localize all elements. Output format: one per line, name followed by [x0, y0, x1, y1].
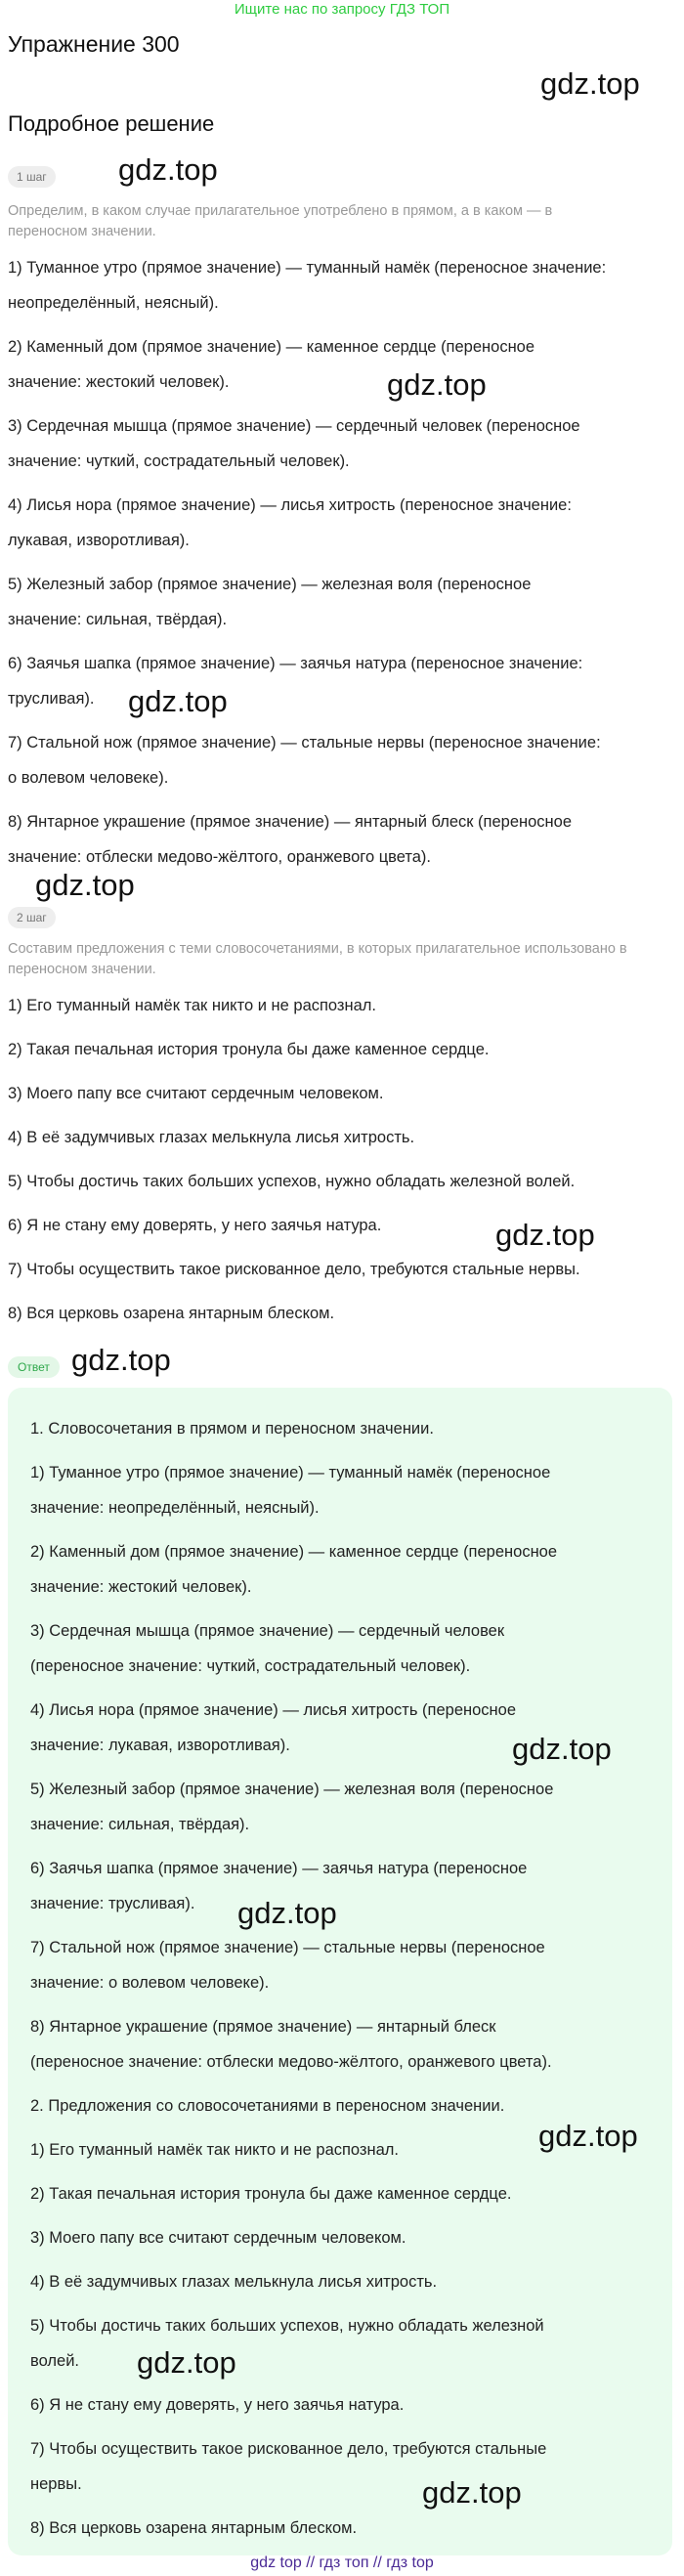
answer-line: 4) Лисья нора (прямое значение) — лисья хитрость (переносное [30, 1701, 516, 1719]
step-2-line: 5) Чтобы достичь таких больших успехов, нужно обладать железной волей. [8, 1173, 576, 1190]
step-1-line: лукавая, изворотливая). [8, 532, 190, 549]
top-banner[interactable]: Ищите нас по запросу ГДЗ ТОП [234, 1, 450, 18]
step-1-line: 6) Заячья шапка (прямое значение) — заячья натура (переносное значение: [8, 655, 583, 672]
step-1-line: значение: чуткий, сострадательный человек). [8, 452, 350, 470]
watermark: gdz.top [422, 2475, 522, 2510]
answer-line: 7) Чтобы осуществить такое рискованное дело, требуются стальные [30, 2440, 547, 2458]
answer-line: 1) Туманное утро (прямое значение) — туманный намёк (переносное [30, 1464, 551, 1481]
step-1-line: трусливая). [8, 690, 95, 708]
step-2-line: 3) Моего папу все считают сердечным человеком. [8, 1085, 384, 1102]
answer-line: 1. Словосочетания в прямом и переносном значении. [30, 1420, 434, 1438]
step-1-line: 8) Янтарное украшение (прямое значение) — янтарный блеск (переносное [8, 813, 573, 831]
solution-title: Подробное решение [8, 111, 215, 136]
answer-line: волей. [30, 2352, 79, 2370]
step-2-line: 4) В её задумчивых глазах мелькнула лисья хитрость. [8, 1129, 415, 1146]
watermark: gdz.top [540, 66, 640, 101]
step-1-line: значение: сильная, твёрдая). [8, 611, 228, 628]
watermark: gdz.top [35, 868, 135, 902]
answer-line: 7) Стальной нож (прямое значение) — стальные нервы (переносное [30, 1939, 545, 1956]
step-2-intro: Составим предложения с теми словосочетаниями, в которых прилагательное использовано в переносном значении. [8, 941, 627, 977]
answer-line: нервы. [30, 2475, 82, 2493]
answer-line: значение: неопределённый, неясный). [30, 1499, 320, 1517]
answer-line: 6) Я не стану ему доверять, у него заячья натура. [30, 2396, 405, 2414]
answer-line: 4) В её задумчивых глазах мелькнула лисья хитрость. [30, 2273, 438, 2291]
step-2-line: 1) Его туманный намёк так никто и не распознал. [8, 997, 376, 1014]
watermark: gdz.top [512, 1732, 612, 1766]
step-1-line: о волевом человеке). [8, 769, 169, 787]
watermark: gdz.top [237, 1896, 337, 1930]
step-2-line: 2) Такая печальная история тронула бы даже каменное сердце. [8, 1041, 490, 1058]
answer-line: 8) Янтарное украшение (прямое значение) — янтарный блеск [30, 2018, 496, 2036]
step-1-intro: Определим, в каком случае прилагательное употреблено в прямом, а в каком — в переносном значении. [8, 203, 553, 239]
step-2-badge: 2 шаг [8, 907, 56, 928]
answer-line: 8) Вся церковь озарена янтарным блеском. [30, 2519, 358, 2537]
step-1-line: 5) Железный забор (прямое значение) — железная воля (переносное [8, 576, 532, 593]
step-1-line: значение: жестокий человек). [8, 373, 230, 391]
answer-line: значение: сильная, твёрдая). [30, 1816, 250, 1833]
answer-line: (переносное значение: отблески медово-жёлтого, оранжевого цвета). [30, 2053, 552, 2071]
answer-line: 2) Такая печальная история тронула бы даже каменное сердце. [30, 2185, 512, 2203]
answer-line: значение: трусливая). [30, 1895, 195, 1912]
step-2-line: 7) Чтобы осуществить такое рискованное дело, требуются стальные нервы. [8, 1261, 580, 1278]
step-1-line: 4) Лисья нора (прямое значение) — лисья хитрость (переносное значение: [8, 496, 572, 514]
answer-line: 1) Его туманный намёк так никто и не распознал. [30, 2141, 399, 2159]
answer-line: 6) Заячья шапка (прямое значение) — заячья натура (переносное [30, 1860, 528, 1877]
watermark: gdz.top [137, 2345, 236, 2380]
answer-line: 3) Сердечная мышца (прямое значение) — сердечный человек [30, 1622, 505, 1640]
answer-line: (переносное значение: чуткий, сострадательный человек). [30, 1657, 471, 1675]
step-1-line: 1) Туманное утро (прямое значение) — туманный намёк (переносное значение: [8, 259, 607, 277]
step-1-line: 3) Сердечная мышца (прямое значение) — сердечный человек (переносное [8, 417, 580, 435]
step-2-line: 8) Вся церковь озарена янтарным блеском. [8, 1305, 335, 1322]
step-1-line: значение: отблески медово-жёлтого, оранжевого цвета). [8, 848, 432, 866]
step-1-line: 7) Стальной нож (прямое значение) — стальные нервы (переносное значение: [8, 734, 601, 751]
watermark: gdz.top [538, 2119, 638, 2153]
watermark: gdz.top [118, 152, 218, 187]
answer-line: значение: лукавая, изворотливая). [30, 1737, 290, 1754]
answer-line: 5) Железный забор (прямое значение) — железная воля (переносное [30, 1781, 554, 1798]
exercise-title: Упражнение 300 [8, 31, 180, 57]
watermark: gdz.top [128, 684, 228, 718]
answer-line: 2) Каменный дом (прямое значение) — каменное сердце (переносное [30, 1543, 558, 1561]
footer-links[interactable]: gdz top // гдз топ // гдз top [250, 2555, 434, 2571]
watermark: gdz.top [495, 1218, 595, 1252]
answer-line: значение: о волевом человеке). [30, 1974, 270, 1992]
step-1-line: неопределённый, неясный). [8, 294, 219, 312]
step-1-badge: 1 шаг [8, 166, 56, 188]
answer-line: 3) Моего папу все считают сердечным человеком. [30, 2229, 406, 2247]
answer-line: 5) Чтобы достичь таких больших успехов, нужно обладать железной [30, 2317, 544, 2335]
answer-badge: Ответ [8, 1356, 60, 1378]
watermark: gdz.top [71, 1343, 171, 1377]
answer-line: 2. Предложения со словосочетаниями в переносном значении. [30, 2097, 505, 2115]
answer-line: значение: жестокий человек). [30, 1578, 252, 1596]
step-1-line: 2) Каменный дом (прямое значение) — каменное сердце (переносное [8, 338, 535, 356]
watermark: gdz.top [387, 367, 487, 402]
step-2-line: 6) Я не стану ему доверять, у него заячья натура. [8, 1217, 382, 1234]
